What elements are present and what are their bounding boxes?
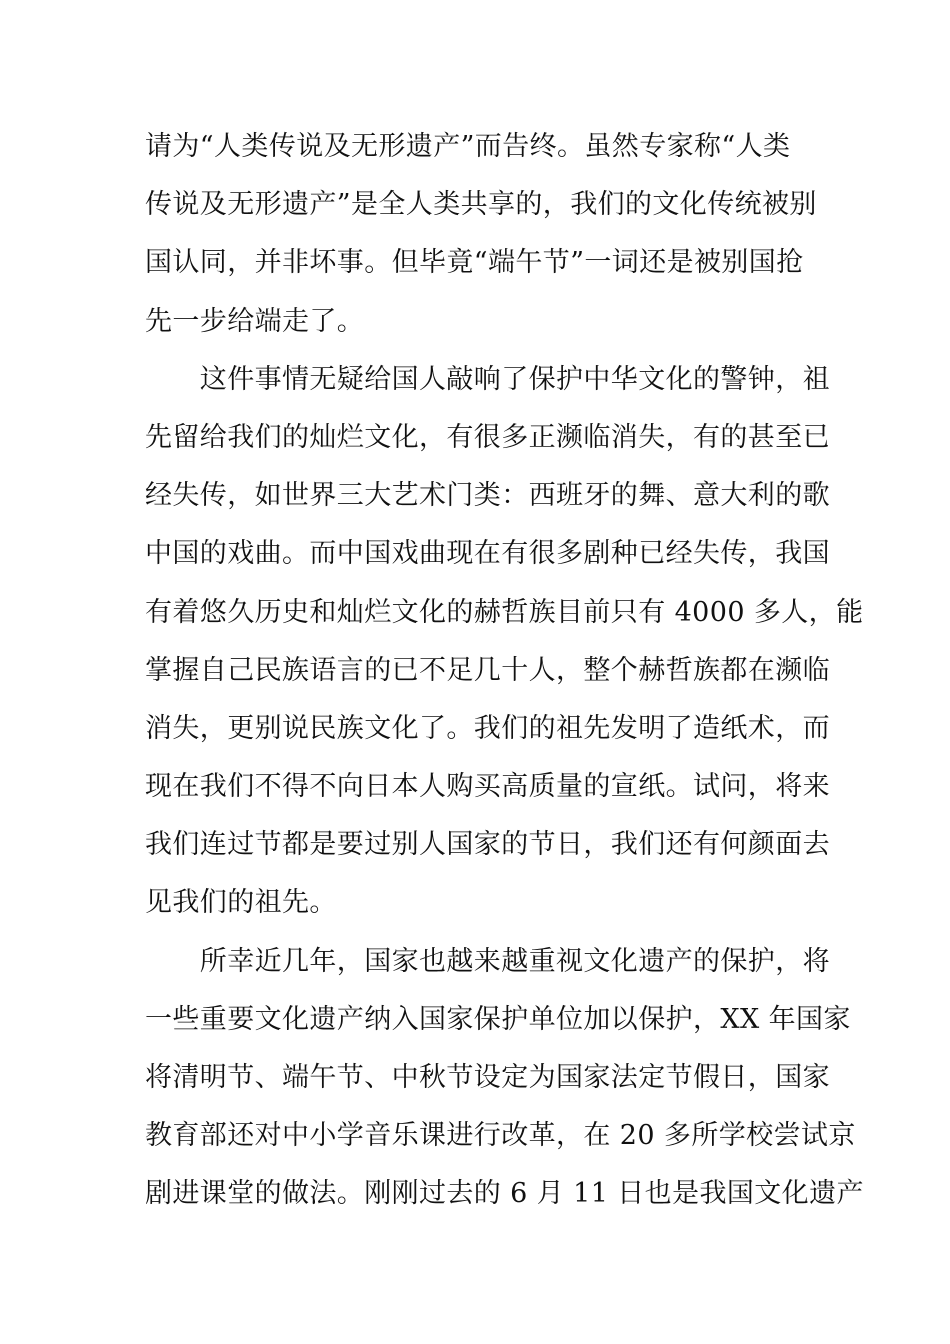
- text-line: 见我们的祖先。: [145, 887, 337, 919]
- text-line: 现在我们不得不向日本人购买高质量的宣纸。试问，将来: [145, 771, 830, 803]
- text-line: 一些重要文化遗产纳入国家保护单位加以保护，XX 年国家: [145, 1003, 851, 1035]
- text-line: 国认同，并非坏事。但毕竟“端午节”一词还是被别国抢: [145, 247, 804, 279]
- text-line: 这件事情无疑给国人敲响了保护中华文化的警钟，祖: [145, 363, 830, 395]
- text-line: 先一步给端走了。: [145, 305, 365, 337]
- text-line: 消失，更别说民族文化了。我们的祖先发明了造纸术，而: [145, 712, 830, 744]
- text-line: 我们连过节都是要过别人国家的节日，我们还有何颜面去: [145, 829, 830, 861]
- text-line: 传说及无形遗产”是全人类共享的，我们的文化传统被别: [145, 189, 817, 221]
- text-line: 先留给我们的灿烂文化，有很多正濒临消失，有的甚至已: [145, 421, 830, 453]
- text-line: 掌握自己民族语言的已不足几十人，整个赫哲族都在濒临: [145, 654, 830, 686]
- text-line: 将清明节、端午节、中秋节设定为国家法定节假日，国家: [145, 1062, 830, 1093]
- text-line: 请为“人类传说及无形遗产”而告终。虽然专家称“人类: [145, 131, 791, 162]
- text-line: 中国的戏曲。而中国戏曲现在有很多剧种已经失传，我国: [145, 538, 830, 570]
- body-text: [145, 118, 864, 1224]
- text-line: 有着悠久历史和灿烂文化的赫哲族目前只有 4000 多人，能: [145, 596, 864, 628]
- text-line: 剧进课堂的做法。刚刚过去的 6 月 11 日也是我国文化遗产: [145, 1178, 864, 1210]
- text-line: 教育部还对中小学音乐课进行改革，在 20 多所学校尝试京: [145, 1120, 856, 1152]
- text-line: 经失传，如世界三大艺术门类：西班牙的舞、意大利的歌: [145, 480, 830, 512]
- text-line: 所幸近几年，国家也越来越重视文化遗产的保护，将: [145, 945, 830, 977]
